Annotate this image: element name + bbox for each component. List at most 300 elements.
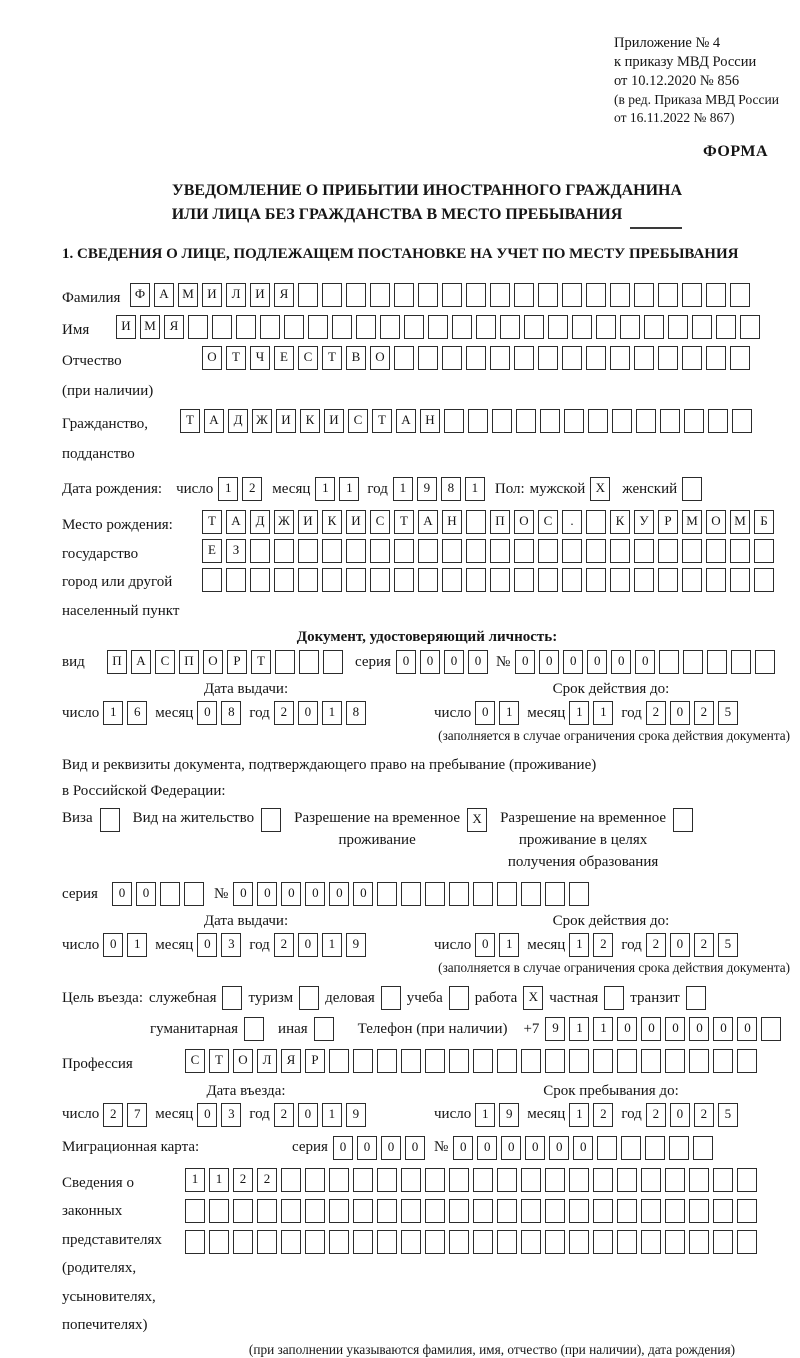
char-box[interactable]: [250, 539, 270, 563]
char-box[interactable]: 0: [641, 1017, 661, 1041]
char-box[interactable]: 1: [322, 933, 342, 957]
char-box[interactable]: 1: [218, 477, 238, 501]
char-box[interactable]: Е: [202, 539, 222, 563]
char-box[interactable]: [500, 315, 520, 339]
char-box[interactable]: [370, 568, 390, 592]
char-box[interactable]: И: [346, 510, 366, 534]
char-box[interactable]: 0: [103, 933, 123, 957]
char-box[interactable]: [586, 346, 606, 370]
char-box[interactable]: [665, 1168, 685, 1192]
char-box[interactable]: [418, 346, 438, 370]
char-box[interactable]: 0: [357, 1136, 377, 1160]
char-box[interactable]: Л: [226, 283, 246, 307]
char-box[interactable]: А: [204, 409, 224, 433]
char-box[interactable]: Т: [226, 346, 246, 370]
char-box[interactable]: 0: [515, 650, 535, 674]
char-box[interactable]: П: [179, 650, 199, 674]
char-box[interactable]: [755, 650, 775, 674]
char-box[interactable]: [160, 882, 180, 906]
char-box[interactable]: [425, 1230, 445, 1254]
char-box[interactable]: [641, 1049, 661, 1073]
char-box[interactable]: [754, 539, 774, 563]
char-box[interactable]: [323, 650, 343, 674]
char-box[interactable]: 1: [339, 477, 359, 501]
char-box[interactable]: [730, 283, 750, 307]
char-box[interactable]: [617, 1199, 637, 1223]
char-box[interactable]: 2: [646, 1103, 666, 1127]
char-box[interactable]: [473, 1230, 493, 1254]
char-box[interactable]: [212, 315, 232, 339]
char-box[interactable]: [466, 283, 486, 307]
char-box[interactable]: [612, 409, 632, 433]
char-box[interactable]: М: [178, 283, 198, 307]
char-box[interactable]: 1: [499, 701, 519, 725]
char-box[interactable]: [713, 1199, 733, 1223]
char-box[interactable]: 2: [694, 701, 714, 725]
char-box[interactable]: [521, 1199, 541, 1223]
char-box[interactable]: [658, 283, 678, 307]
char-box[interactable]: 2: [103, 1103, 123, 1127]
sex-female-checkbox[interactable]: [682, 477, 702, 501]
char-box[interactable]: [588, 409, 608, 433]
char-box[interactable]: 1: [569, 933, 589, 957]
char-box[interactable]: Р: [227, 650, 247, 674]
char-box[interactable]: 0: [670, 933, 690, 957]
char-box[interactable]: [593, 1049, 613, 1073]
char-box[interactable]: [322, 568, 342, 592]
char-box[interactable]: З: [226, 539, 246, 563]
char-box[interactable]: С: [370, 510, 390, 534]
char-box[interactable]: [473, 882, 493, 906]
char-box[interactable]: 0: [257, 882, 277, 906]
char-box[interactable]: [425, 1049, 445, 1073]
char-box[interactable]: [641, 1230, 661, 1254]
char-box[interactable]: 0: [453, 1136, 473, 1160]
char-box[interactable]: 0: [525, 1136, 545, 1160]
char-box[interactable]: [473, 1168, 493, 1192]
char-box[interactable]: [545, 1230, 565, 1254]
char-box[interactable]: [610, 539, 630, 563]
char-box[interactable]: [257, 1230, 277, 1254]
char-box[interactable]: [564, 409, 584, 433]
char-box[interactable]: 9: [545, 1017, 565, 1041]
char-box[interactable]: 5: [718, 933, 738, 957]
char-box[interactable]: 2: [646, 701, 666, 725]
char-box[interactable]: [442, 568, 462, 592]
char-box[interactable]: [521, 882, 541, 906]
char-box[interactable]: [562, 346, 582, 370]
char-box[interactable]: [274, 568, 294, 592]
char-box[interactable]: Н: [420, 409, 440, 433]
char-box[interactable]: О: [706, 510, 726, 534]
char-box[interactable]: [401, 1049, 421, 1073]
char-box[interactable]: М: [730, 510, 750, 534]
char-box[interactable]: [257, 1199, 277, 1223]
char-box[interactable]: Т: [372, 409, 392, 433]
char-box[interactable]: 0: [689, 1017, 709, 1041]
char-box[interactable]: [281, 1230, 301, 1254]
char-box[interactable]: О: [370, 346, 390, 370]
char-box[interactable]: [377, 882, 397, 906]
char-box[interactable]: 0: [477, 1136, 497, 1160]
char-box[interactable]: [636, 409, 656, 433]
char-box[interactable]: 2: [274, 1103, 294, 1127]
char-box[interactable]: 1: [465, 477, 485, 501]
char-box[interactable]: [658, 539, 678, 563]
char-box[interactable]: 2: [646, 933, 666, 957]
char-box[interactable]: С: [155, 650, 175, 674]
char-box[interactable]: 0: [549, 1136, 569, 1160]
char-box[interactable]: [305, 1168, 325, 1192]
char-box[interactable]: [620, 315, 640, 339]
char-box[interactable]: М: [682, 510, 702, 534]
char-box[interactable]: [401, 882, 421, 906]
char-box[interactable]: [233, 1199, 253, 1223]
char-box[interactable]: [658, 568, 678, 592]
char-box[interactable]: [449, 1230, 469, 1254]
char-box[interactable]: [659, 650, 679, 674]
char-box[interactable]: [492, 409, 512, 433]
char-box[interactable]: [322, 539, 342, 563]
char-box[interactable]: [562, 568, 582, 592]
char-box[interactable]: Д: [250, 510, 270, 534]
char-box[interactable]: 0: [573, 1136, 593, 1160]
char-box[interactable]: [569, 1049, 589, 1073]
char-box[interactable]: [706, 283, 726, 307]
char-box[interactable]: 0: [405, 1136, 425, 1160]
char-box[interactable]: Р: [305, 1049, 325, 1073]
char-box[interactable]: [586, 283, 606, 307]
char-box[interactable]: 9: [499, 1103, 519, 1127]
char-box[interactable]: [308, 315, 328, 339]
char-box[interactable]: 0: [611, 650, 631, 674]
char-box[interactable]: [353, 1049, 373, 1073]
purpose-work-checkbox[interactable]: X: [523, 986, 543, 1010]
char-box[interactable]: [713, 1049, 733, 1073]
char-box[interactable]: [586, 510, 606, 534]
char-box[interactable]: 5: [718, 701, 738, 725]
char-box[interactable]: [754, 568, 774, 592]
char-box[interactable]: А: [154, 283, 174, 307]
char-box[interactable]: [346, 283, 366, 307]
char-box[interactable]: [514, 539, 534, 563]
char-box[interactable]: О: [233, 1049, 253, 1073]
char-box[interactable]: С: [185, 1049, 205, 1073]
purpose-other-checkbox[interactable]: [314, 1017, 334, 1041]
char-box[interactable]: Т: [202, 510, 222, 534]
char-box[interactable]: [281, 1168, 301, 1192]
char-box[interactable]: [538, 283, 558, 307]
char-box[interactable]: [708, 409, 728, 433]
char-box[interactable]: 0: [670, 701, 690, 725]
char-box[interactable]: Я: [164, 315, 184, 339]
purpose-commercial-checkbox[interactable]: [381, 986, 401, 1010]
char-box[interactable]: 0: [298, 701, 318, 725]
char-box[interactable]: [466, 539, 486, 563]
temp-permit-checkbox[interactable]: X: [467, 808, 487, 832]
char-box[interactable]: [668, 315, 688, 339]
char-box[interactable]: А: [131, 650, 151, 674]
char-box[interactable]: [645, 1136, 665, 1160]
char-box[interactable]: [425, 1168, 445, 1192]
char-box[interactable]: [610, 346, 630, 370]
char-box[interactable]: [707, 650, 727, 674]
char-box[interactable]: [660, 409, 680, 433]
char-box[interactable]: [593, 1168, 613, 1192]
char-box[interactable]: [452, 315, 472, 339]
char-box[interactable]: 1: [593, 1017, 613, 1041]
char-box[interactable]: 0: [197, 701, 217, 725]
char-box[interactable]: Т: [251, 650, 271, 674]
char-box[interactable]: [545, 1049, 565, 1073]
char-box[interactable]: К: [322, 510, 342, 534]
char-box[interactable]: [466, 346, 486, 370]
char-box[interactable]: 3: [221, 1103, 241, 1127]
char-box[interactable]: 2: [694, 933, 714, 957]
char-box[interactable]: 1: [569, 1103, 589, 1127]
char-box[interactable]: О: [202, 346, 222, 370]
char-box[interactable]: [706, 346, 726, 370]
char-box[interactable]: [404, 315, 424, 339]
char-box[interactable]: [683, 650, 703, 674]
char-box[interactable]: [545, 1168, 565, 1192]
char-box[interactable]: 0: [670, 1103, 690, 1127]
char-box[interactable]: [617, 1230, 637, 1254]
char-box[interactable]: [521, 1049, 541, 1073]
char-box[interactable]: 0: [305, 882, 325, 906]
char-box[interactable]: 2: [593, 933, 613, 957]
char-box[interactable]: [185, 1230, 205, 1254]
char-box[interactable]: [236, 315, 256, 339]
char-box[interactable]: [610, 568, 630, 592]
char-box[interactable]: 0: [539, 650, 559, 674]
char-box[interactable]: [209, 1199, 229, 1223]
char-box[interactable]: [569, 1230, 589, 1254]
char-box[interactable]: 0: [475, 933, 495, 957]
residence-permit-checkbox[interactable]: [261, 808, 281, 832]
purpose-private-checkbox[interactable]: [604, 986, 624, 1010]
char-box[interactable]: [185, 1199, 205, 1223]
char-box[interactable]: 0: [298, 933, 318, 957]
char-box[interactable]: [684, 409, 704, 433]
char-box[interactable]: [730, 346, 750, 370]
char-box[interactable]: Т: [209, 1049, 229, 1073]
char-box[interactable]: 0: [233, 882, 253, 906]
char-box[interactable]: [299, 650, 319, 674]
char-box[interactable]: И: [324, 409, 344, 433]
purpose-transit-checkbox[interactable]: [686, 986, 706, 1010]
char-box[interactable]: [346, 539, 366, 563]
char-box[interactable]: 0: [420, 650, 440, 674]
char-box[interactable]: Ж: [252, 409, 272, 433]
char-box[interactable]: .: [562, 510, 582, 534]
char-box[interactable]: 0: [444, 650, 464, 674]
char-box[interactable]: П: [490, 510, 510, 534]
char-box[interactable]: [634, 539, 654, 563]
char-box[interactable]: 2: [233, 1168, 253, 1192]
char-box[interactable]: А: [396, 409, 416, 433]
char-box[interactable]: [545, 1199, 565, 1223]
char-box[interactable]: 0: [329, 882, 349, 906]
char-box[interactable]: [497, 1199, 517, 1223]
char-box[interactable]: [497, 1168, 517, 1192]
char-box[interactable]: 0: [136, 882, 156, 906]
char-box[interactable]: [346, 568, 366, 592]
char-box[interactable]: 2: [694, 1103, 714, 1127]
char-box[interactable]: [449, 882, 469, 906]
char-box[interactable]: К: [300, 409, 320, 433]
char-box[interactable]: В: [346, 346, 366, 370]
char-box[interactable]: [401, 1199, 421, 1223]
char-box[interactable]: [562, 539, 582, 563]
char-box[interactable]: [538, 568, 558, 592]
char-box[interactable]: [545, 882, 565, 906]
char-box[interactable]: [401, 1168, 421, 1192]
char-box[interactable]: [305, 1199, 325, 1223]
char-box[interactable]: [641, 1168, 661, 1192]
char-box[interactable]: [692, 315, 712, 339]
char-box[interactable]: 1: [593, 701, 613, 725]
char-box[interactable]: [761, 1017, 781, 1041]
char-box[interactable]: [634, 568, 654, 592]
char-box[interactable]: [394, 346, 414, 370]
char-box[interactable]: [682, 568, 702, 592]
char-box[interactable]: [634, 283, 654, 307]
char-box[interactable]: [665, 1049, 685, 1073]
char-box[interactable]: 9: [346, 1103, 366, 1127]
char-box[interactable]: 0: [737, 1017, 757, 1041]
char-box[interactable]: А: [418, 510, 438, 534]
char-box[interactable]: Т: [394, 510, 414, 534]
char-box[interactable]: 0: [501, 1136, 521, 1160]
char-box[interactable]: [641, 1199, 661, 1223]
char-box[interactable]: 0: [381, 1136, 401, 1160]
char-box[interactable]: [538, 346, 558, 370]
char-box[interactable]: И: [116, 315, 136, 339]
char-box[interactable]: 5: [718, 1103, 738, 1127]
char-box[interactable]: 9: [346, 933, 366, 957]
char-box[interactable]: [497, 882, 517, 906]
char-box[interactable]: 2: [274, 701, 294, 725]
char-box[interactable]: 7: [127, 1103, 147, 1127]
char-box[interactable]: 1: [209, 1168, 229, 1192]
char-box[interactable]: [418, 283, 438, 307]
char-box[interactable]: М: [140, 315, 160, 339]
char-box[interactable]: Р: [658, 510, 678, 534]
char-box[interactable]: [658, 346, 678, 370]
char-box[interactable]: 1: [569, 1017, 589, 1041]
purpose-tourism-checkbox[interactable]: [299, 986, 319, 1010]
char-box[interactable]: [490, 346, 510, 370]
char-box[interactable]: [401, 1230, 421, 1254]
char-box[interactable]: [418, 539, 438, 563]
char-box[interactable]: 0: [281, 882, 301, 906]
char-box[interactable]: А: [226, 510, 246, 534]
char-box[interactable]: [617, 1168, 637, 1192]
char-box[interactable]: [689, 1199, 709, 1223]
char-box[interactable]: [514, 568, 534, 592]
char-box[interactable]: К: [610, 510, 630, 534]
char-box[interactable]: [596, 315, 616, 339]
char-box[interactable]: [593, 1199, 613, 1223]
char-box[interactable]: 1: [569, 701, 589, 725]
char-box[interactable]: 0: [475, 701, 495, 725]
char-box[interactable]: [713, 1168, 733, 1192]
char-box[interactable]: 2: [593, 1103, 613, 1127]
char-box[interactable]: [538, 539, 558, 563]
char-box[interactable]: [572, 315, 592, 339]
char-box[interactable]: 0: [665, 1017, 685, 1041]
char-box[interactable]: [730, 568, 750, 592]
char-box[interactable]: [548, 315, 568, 339]
char-box[interactable]: [524, 315, 544, 339]
char-box[interactable]: [226, 568, 246, 592]
char-box[interactable]: [281, 1199, 301, 1223]
char-box[interactable]: [298, 539, 318, 563]
char-box[interactable]: 1: [315, 477, 335, 501]
char-box[interactable]: [706, 539, 726, 563]
char-box[interactable]: [473, 1199, 493, 1223]
char-box[interactable]: [562, 283, 582, 307]
char-box[interactable]: [394, 568, 414, 592]
char-box[interactable]: [394, 539, 414, 563]
char-box[interactable]: [298, 283, 318, 307]
char-box[interactable]: [209, 1230, 229, 1254]
char-box[interactable]: Т: [180, 409, 200, 433]
char-box[interactable]: [377, 1230, 397, 1254]
char-box[interactable]: [377, 1199, 397, 1223]
char-box[interactable]: 0: [587, 650, 607, 674]
char-box[interactable]: [425, 882, 445, 906]
char-box[interactable]: [442, 283, 462, 307]
char-box[interactable]: [449, 1168, 469, 1192]
char-box[interactable]: 8: [441, 477, 461, 501]
char-box[interactable]: [188, 315, 208, 339]
char-box[interactable]: [322, 283, 342, 307]
char-box[interactable]: [260, 315, 280, 339]
char-box[interactable]: [730, 539, 750, 563]
char-box[interactable]: Б: [754, 510, 774, 534]
edu-permit-checkbox[interactable]: [673, 808, 693, 832]
char-box[interactable]: [370, 539, 390, 563]
char-box[interactable]: [713, 1230, 733, 1254]
visa-checkbox[interactable]: [100, 808, 120, 832]
char-box[interactable]: Е: [274, 346, 294, 370]
char-box[interactable]: [497, 1230, 517, 1254]
char-box[interactable]: П: [107, 650, 127, 674]
char-box[interactable]: 0: [713, 1017, 733, 1041]
char-box[interactable]: 8: [221, 701, 241, 725]
char-box[interactable]: [466, 568, 486, 592]
char-box[interactable]: 1: [322, 701, 342, 725]
char-box[interactable]: [353, 1199, 373, 1223]
char-box[interactable]: 0: [635, 650, 655, 674]
char-box[interactable]: [377, 1049, 397, 1073]
char-box[interactable]: 1: [499, 933, 519, 957]
char-box[interactable]: 1: [322, 1103, 342, 1127]
char-box[interactable]: 0: [197, 1103, 217, 1127]
char-box[interactable]: [737, 1230, 757, 1254]
char-box[interactable]: [689, 1168, 709, 1192]
char-box[interactable]: С: [348, 409, 368, 433]
char-box[interactable]: 6: [127, 701, 147, 725]
char-box[interactable]: [514, 283, 534, 307]
char-box[interactable]: [449, 1199, 469, 1223]
char-box[interactable]: [516, 409, 536, 433]
char-box[interactable]: [586, 539, 606, 563]
char-box[interactable]: 0: [112, 882, 132, 906]
purpose-business-checkbox[interactable]: [222, 986, 242, 1010]
